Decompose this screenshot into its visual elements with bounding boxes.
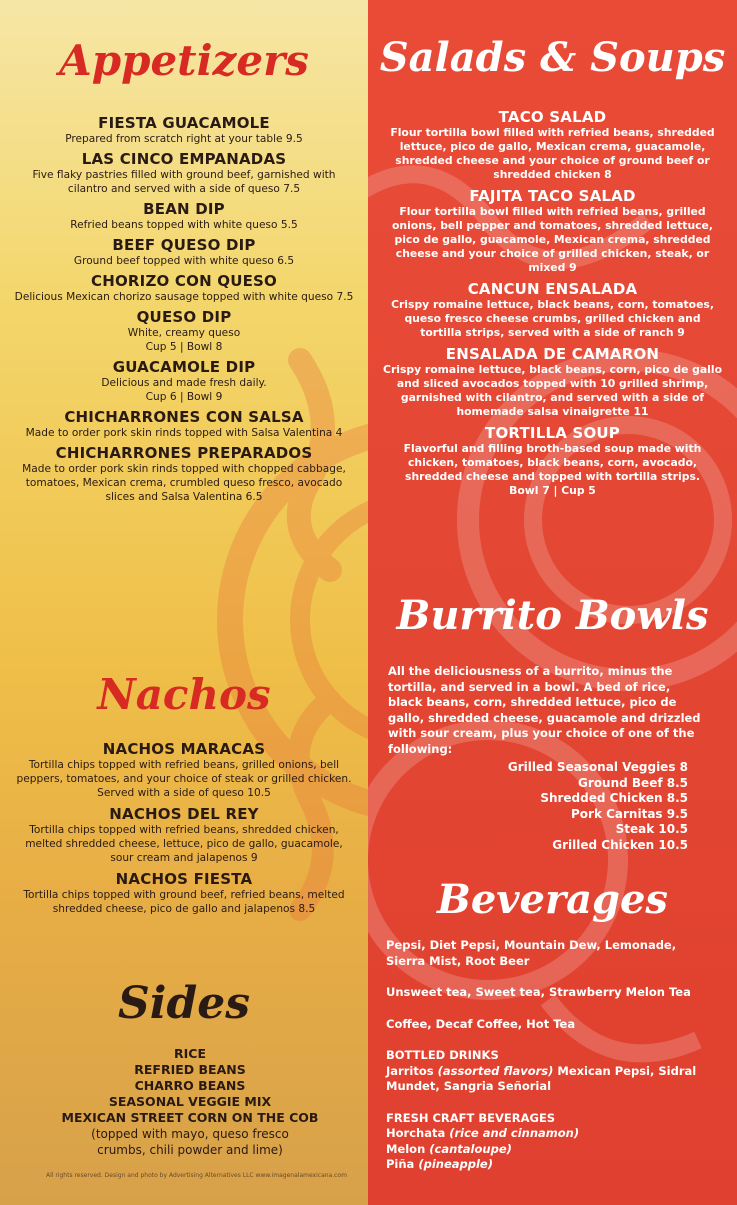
menu-item-desc: Flour tortilla bowl filled with refried beans, grilled onions, bell pepper and tomatoes, shredded lettuce, pico de gallo, guacamole, Mexican crema, shredded cheese and your choice of grilled chicken, steak, or mixed 9 [392, 205, 713, 274]
menu-item-title: NACHOS FIESTA [115, 870, 253, 888]
bowl-option: Steak 10.5 [615, 822, 688, 836]
menu-item [14, 870, 354, 916]
menu-item-title: GUACAMOLE DIP [112, 358, 256, 376]
side-item: CHARRO BEANS [134, 1078, 246, 1093]
bottled-drinks-heading: BOTTLED DRINKS [386, 1048, 499, 1062]
menu-item-title: CANCUN ENSALADA [467, 280, 638, 298]
beverage-sodas: Pepsi, Diet Pepsi, Mountain Dew, Lemonade, Sierra Mist, Root Beer [386, 938, 677, 968]
menu-item [14, 444, 354, 504]
craft-name: Piña [386, 1157, 419, 1171]
footer-credit: All rights reserved. Design and photo by Advertising Alternatives LLC www.imagenalamexicana.com [46, 1172, 347, 1179]
menu-item [14, 200, 354, 232]
menu-item-title: BEEF QUESO DIP [112, 236, 256, 254]
nachos-heading: Nachos [97, 670, 271, 719]
menu-item-title: CHORIZO CON QUESO [91, 272, 277, 290]
menu-item-title: NACHOS DEL REY [109, 805, 259, 823]
side-item: RICE [174, 1046, 206, 1061]
bowl-option: Ground Beef 8.5 [578, 775, 688, 790]
bowl-option: Pork Carnitas 9.5 [570, 806, 688, 821]
menu-item-desc: Delicious and made fresh daily. Cup 6 | Bowl 9 [101, 377, 267, 403]
bowl-option: Grilled Chicken 10.5 [552, 837, 688, 852]
menu-item-desc: Tortilla chips topped with ground beef, refried beans, melted shredded cheese, pico de gallo and jalapenos 8.5 [23, 889, 345, 915]
left-panel [0, 0, 368, 1205]
bowls-heading: Burrito Bowls [396, 592, 709, 639]
menu-item-desc: Tortilla chips topped with refried beans, shredded chicken, melted shredded cheese, lettuce, pico de gallo, guacamole, sour cream and jalapenos 9 [25, 824, 343, 864]
craft-item [386, 1126, 716, 1142]
menu-item-title: FAJITA TACO SALAD [469, 187, 636, 205]
menu-item-desc: Five flaky pastries filled with ground beef, garnished with cilantro and served with a side of queso 7.5 [32, 169, 336, 195]
menu-item-desc: Made to order pork skin rinds topped with chopped cabbage, tomatoes, Mexican crema, crumbled queso fresco, avocado slices and Salsa Valentina 6.5 [22, 463, 346, 503]
bowl-option: Shredded Chicken 8.5 [540, 791, 688, 805]
menu-item-desc: Flavorful and filling broth-based soup made with chicken, tomatoes, black beans, corn, avocado, shredded cheese and topped with tortilla strips. Bowl 7 | Cup 5 [403, 442, 702, 497]
menu-item-desc: Made to order pork skin rinds topped with Salsa Valentina 4 [25, 427, 343, 439]
salads-list [368, 108, 737, 503]
menu-item-title: CHICHARRONES PREPARADOS [55, 444, 313, 462]
side-item: MEXICAN STREET CORN ON THE COB [61, 1110, 319, 1125]
appetizers-list [0, 114, 368, 508]
beverage-coffee: Coffee, Decaf Coffee, Hot Tea [386, 1016, 576, 1031]
menu-item-title: TACO SALAD [498, 108, 607, 126]
menu-item [14, 308, 354, 354]
menu-item-desc: Crispy romaine lettuce, black beans, corn, pico de gallo and sliced avocados topped with 10 grilled shrimp, garnished with cilantro, and served with a side of homemade salsa vinaigrette 11 [383, 363, 722, 418]
menu-item [14, 408, 354, 440]
craft-item [386, 1142, 716, 1158]
bowl-option: Grilled Seasonal Veggies 8 [507, 760, 688, 774]
craft-note: (cantaloupe) [429, 1141, 512, 1156]
craft-note: (pineapple) [418, 1157, 493, 1171]
menu-item [382, 280, 723, 340]
menu-item-title: ENSALADA DE CAMARON [445, 345, 660, 363]
right-panel [368, 0, 737, 1205]
menu-item-desc: Tortilla chips topped with refried beans, grilled onions, bell peppers, tomatoes, and your choice of steak or grilled chicken. Served with a side of queso 10.5 [16, 759, 352, 799]
menu-item [382, 187, 723, 275]
menu-item [14, 114, 354, 146]
menu-item [14, 358, 354, 404]
beverages-list [386, 938, 716, 1173]
appetizers-heading: Appetizers [59, 36, 309, 85]
menu-item-title: QUESO DIP [136, 308, 232, 326]
menu-item-title: TORTILLA SOUP [485, 424, 620, 442]
menu-item-title: BEAN DIP [143, 200, 225, 218]
bottled-text-b: Mexican Pepsi, Sidral Mundet, Sangria Señorial [386, 1063, 697, 1093]
bottled-text-em: (assorted flavors) [437, 1063, 554, 1078]
menu-item [14, 805, 354, 865]
sides-heading: Sides [117, 978, 251, 1029]
menu-item-desc: Delicious Mexican chorizo sausage topped with white queso 7.5 [14, 291, 354, 303]
menu-item-desc: Prepared from scratch right at your table 9.5 [65, 133, 303, 145]
menu-item-title: LAS CINCO EMPANADAS [81, 150, 287, 168]
nachos-list [0, 740, 368, 921]
menu-item-title: FIESTA GUACAMOLE [98, 114, 270, 132]
menu-item-desc: White, creamy queso Cup 5 | Bowl 8 [127, 327, 241, 353]
menu-item-desc: Refried beans topped with white queso 5.5 [70, 219, 298, 231]
beverages-heading: Beverages [437, 876, 668, 923]
salads-heading: Salads & Soups [379, 34, 726, 81]
craft-beverages-heading: FRESH CRAFT BEVERAGES [386, 1110, 556, 1125]
menu-item-desc: Crispy romaine lettuce, black beans, corn, tomatoes, queso fresco cheese crumbs, grilled chicken and tortilla strips, served with a side of ranch 9 [391, 298, 714, 339]
menu-item [14, 236, 354, 268]
menu-item-desc: Ground beef topped with white queso 6.5 [73, 255, 295, 267]
craft-note: (rice and cinnamon) [449, 1126, 580, 1140]
menu-item-title: CHICHARRONES CON SALSA [64, 408, 304, 426]
bottled-text-a: Jarritos [386, 1063, 438, 1078]
craft-name: Horchata [386, 1126, 450, 1140]
menu-item [14, 272, 354, 304]
menu-item-title: NACHOS MARACAS [102, 740, 266, 758]
craft-name: Melon [386, 1141, 430, 1156]
menu-item [382, 424, 723, 498]
menu-item-desc: Flour tortilla bowl filled with refried beans, shredded lettuce, pico de gallo, Mexican crema, guacamole, shredded cheese and your choice of ground beef or shredded chicken 8 [390, 126, 715, 181]
bowls-options [388, 760, 688, 853]
side-note: (topped with mayo, queso fresco crumbs, chili powder and lime) [91, 1127, 289, 1157]
craft-item [386, 1157, 716, 1173]
side-item: SEASONAL VEGGIE MIX [108, 1094, 272, 1109]
sides-list [40, 1046, 340, 1158]
side-item: REFRIED BEANS [134, 1062, 246, 1077]
menu-item [382, 345, 723, 419]
bottled-drinks-line [386, 1064, 716, 1095]
beverage-teas: Unsweet tea, Sweet tea, Strawberry Melon Tea [386, 985, 691, 999]
menu-item [14, 740, 354, 800]
menu-item [382, 108, 723, 182]
bowls-intro: All the deliciousness of a burrito, minus the tortilla, and served in a bowl. A bed of rice, black beans, corn, shredded lettuce, pico de gallo, shredded cheese, guacamole and drizzled with sour cream, plus your choice of one of the following: [388, 664, 701, 756]
menu-item [14, 150, 354, 196]
